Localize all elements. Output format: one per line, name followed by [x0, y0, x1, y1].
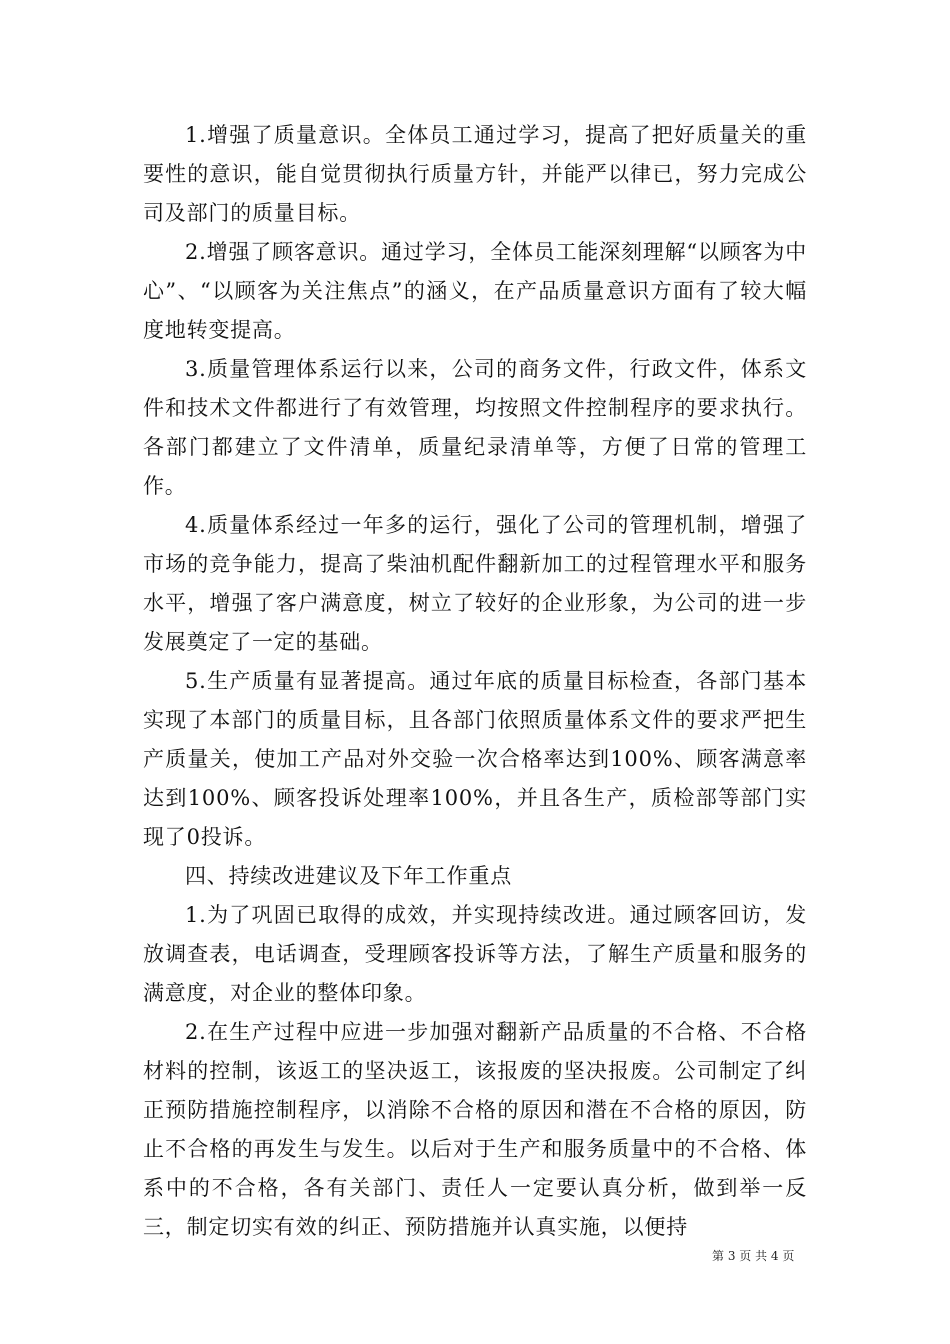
paragraph-improvement-2: 2.在生产过程中应进一步加强对翻新产品质量的不合格、不合格材料的控制，该返工的坚决返工，该报废的坚决报废。公司制定了纠正预防措施控制程序，以消除不合格的原因和潜在不合格的原因，防止不合格的再发生与发生。以后对于生产和服务质量中的不合格、体系中的不合格，各有关部门、责任人一定要认真分析，做到举一反三，制定切实有效的纠正、预防措施并认真实施，以便持 [143, 1020, 807, 1239]
paragraph-production-quality: 5.生产质量有显著提高。通过年底的质量目标检查，各部门基本实现了本部门的质量目标，且各部门依照质量体系文件的要求严把生产质量关，使加工产品对外交验一次合格率达到100%、顾客满意率达到100%、顾客投诉处理率100%，并且各生产，质检部等部门实现了0投诉。 [143, 669, 807, 849]
paragraph-document-management: 3.质量管理体系运行以来，公司的商务文件，行政文件，体系文件和技术文件都进行了有效管理，均按照文件控制程序的要求执行。各部门都建立了文件清单，质量纪录清单等，方便了日常的管理工作。 [143, 357, 807, 498]
paragraph-quality-awareness: 1.增强了质量意识。全体员工通过学习，提高了把好质量关的重要性的意识，能自觉贯彻执行质量方针，并能严以律已，努力完成公司及部门的质量目标。 [143, 123, 807, 225]
page-number: 第 3 页 共 4 页 [712, 1249, 795, 1263]
section-heading: 四、持续改进建议及下年工作重点 [185, 864, 512, 888]
paragraph-improvement-1: 1.为了巩固已取得的成效，并实现持续改进。通过顾客回访，发放调查表，电话调查，受理顾客投诉等方法，了解生产质量和服务的满意度，对企业的整体印象。 [143, 903, 807, 1005]
document-body [143, 116, 807, 1247]
paragraph-system-operation: 4.质量体系经过一年多的运行，强化了公司的管理机制，增强了市场的竞争能力，提高了柴油机配件翻新加工的过程管理水平和服务水平，增强了客户满意度，树立了较好的企业形象，为公司的进一步发展奠定了一定的基础。 [143, 513, 807, 654]
paragraph-customer-awareness: 2.增强了顾客意识。通过学习，全体员工能深刻理解“以顾客为中心”、“以顾客为关注焦点”的涵义，在产品质量意识方面有了较大幅度地转变提高。 [143, 240, 807, 342]
